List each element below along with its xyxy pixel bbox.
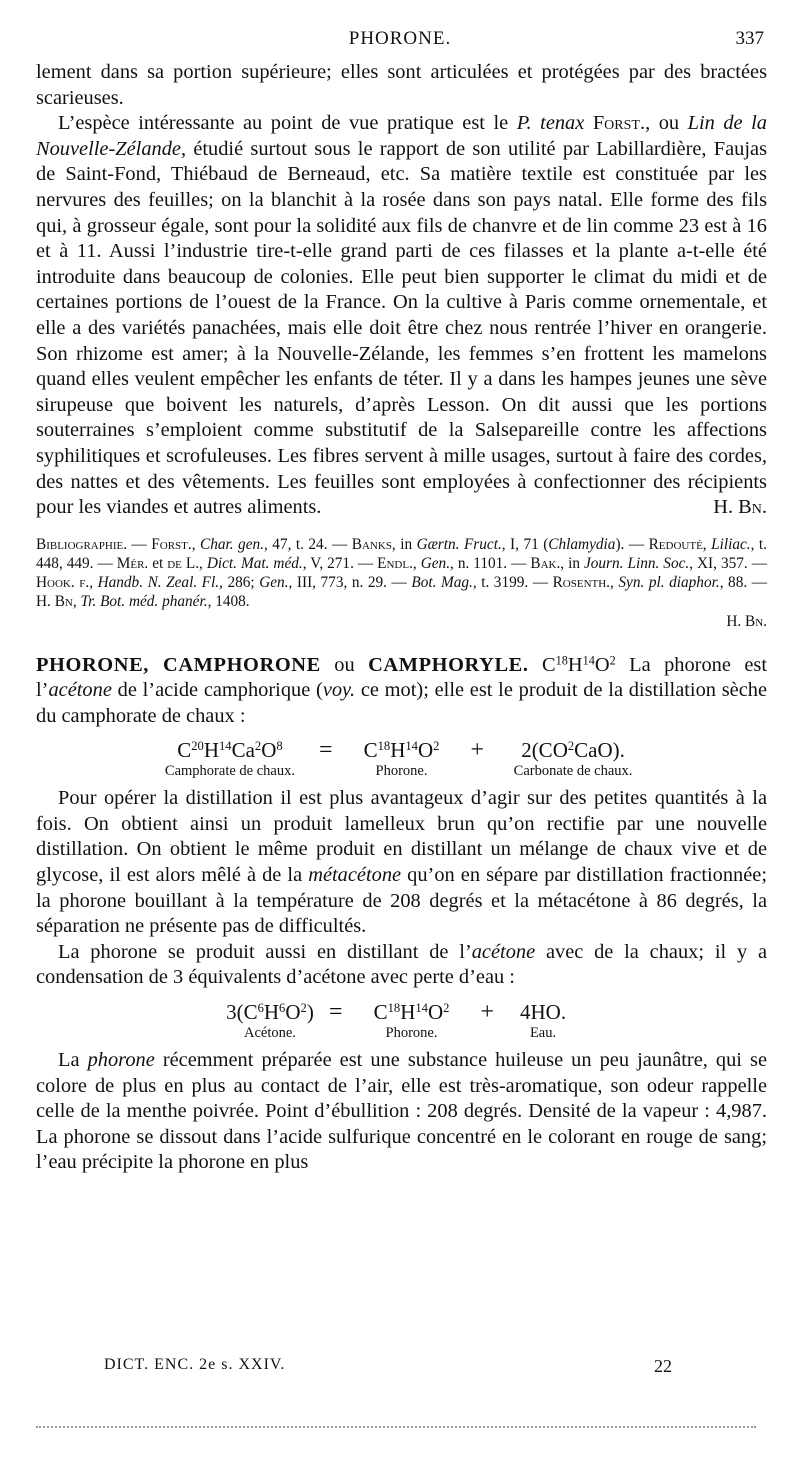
common-name: Lin de la Nouvelle-Zélande <box>36 112 767 160</box>
equation-product: $C^{18}H^{14}O^2$ <box>363 738 440 763</box>
bibliography: Bibliographie. — Forst., Char. gen., 47, t. 24. — Banks, in Gærtn. Fruct., I, 71 (Chlamydia). — Redouté, Liliac., t. 448, 449. — Mér. et de L., Dict. Mat. méd., V, 271. — Endl., Gen., n. 1101. — Bak., in Journ. Linn. Soc., XI, 357. — Hook. f., Handb. N. Zeal. Fl., 286; Gen., III, 773, n. 29. — Bot. Mag., t. 3199. — Rosenth., Syn. pl. diaphor., 88. — H. Bn, Tr. Bot. méd. phanér., 1408. <box>36 535 768 611</box>
paragraph-continuation: lement dans sa portion supérieure; elles sont articulées et protégées par des bractées scarieuses. <box>36 61 767 109</box>
equation-camphorate <box>36 737 767 780</box>
paragraph-properties: La phorone récemment préparée est une substance huileuse un peu jaunâtre, qui se colore de plus en plus au contact de l’air, elle est très-aromatique, son odeur rappelle celle de la menthe poivrée. Point d’ébullition : 208 degrés. Densité de la vapeur : 4,987. La phorone se dissout dans l’acide sulfurique concentré en le colorant en rouge de sang; l’eau précipite la phorone en plus <box>36 1049 767 1174</box>
author-abbrev: Forst. <box>592 112 646 135</box>
equation-label: Acétone. <box>243 1025 296 1042</box>
plus-sign: + <box>470 737 485 764</box>
plus-sign: + <box>480 999 495 1026</box>
signature-mark: DICT. ENC. 2e s. XXIV. <box>104 1356 286 1373</box>
page-number: 337 <box>735 28 764 49</box>
equation-label: Eau. <box>529 1025 557 1042</box>
phorone-formula: $C^{18}H^{14}O^2$ <box>542 652 616 676</box>
bibliography-signature: H. Bn. <box>726 612 767 630</box>
equation-acetone <box>36 999 767 1042</box>
running-header <box>0 28 800 52</box>
sheet-number: 22 <box>654 1356 672 1376</box>
bottom-rule <box>36 1426 756 1428</box>
equation-byproduct: $2(CO^2CaO)$. <box>521 738 625 763</box>
equation-label: Carbonate de chaux. <box>513 763 633 780</box>
equation-label: Phorone. <box>375 763 428 780</box>
equation-lhs: $C^{20}H^{14}Ca^2O^8$ <box>177 738 283 763</box>
article-heading-alt: CAMPHORYLE. <box>368 653 529 676</box>
running-title: PHORONE. <box>348 28 452 49</box>
equation-label: Camphorate de chaux. <box>164 763 295 780</box>
paragraph-distillation: Pour opérer la distillation il est plus avantageux d’agir sur des petites quantités à la fois. On obtient ainsi un produit lamelleux brun qu’on rectifie par une nouvelle distillation. On obtient le même produit en distillant un mélange de chaux vive et de glycose, il est alors mêlé à de la métacétone qu’on en sépare par distillation fractionnée; la phorone bouillant à la température de 208 degrés et la métacétone à 86 degrés, la séparation ne présente pas de difficultés. <box>36 787 768 938</box>
equals-sign: = <box>328 999 343 1026</box>
article-heading: PHORONE, CAMPHORONE <box>36 653 321 676</box>
equation-label: Phorone. <box>385 1025 438 1042</box>
text-body <box>36 60 767 1176</box>
paragraph-acetone: La phorone se produit aussi en distillant de l’acétone avec de la chaux; il y a condensation de 3 équivalents d’acétone avec perte d’eau : <box>36 940 767 989</box>
equals-sign: = <box>318 737 333 764</box>
equation-product: $C^{18}H^{14}O^2$ <box>373 1000 450 1025</box>
bibliography-label: Bibliographie. <box>36 535 128 553</box>
author-signature: H. Bn. <box>713 496 767 519</box>
paragraph-tenax: L’espèce intéressante au point de vue pratique est le P. tenax Forst., ou Lin de la Nouvelle-Zélande, étudié surtout sous le rapport de son utilité par Labillardière, Faujas de Saint-Fond, Thiébaud de Berneaud, etc. Sa matière textile est constituée par les nervures des feuilles; on la blanchit à la rosée dans son pays natal. Elle forme des fils qui, à grosseur égale, sont pour la solidité aux fils de chanvre et de lin comme 23 est à 16 et à 11. Aussi l’industrie tire-t-elle grand parti de ces filasses et la plante a-t-elle été introduite dans beaucoup de colonies. Elle peut bien supporter le climat du midi et de certaines portions de l’ouest de la France. On la cultive à Paris comme ornementale, et elle a des variétés panachées, mais elle doit être chez nous rentrée l’hiver en orangerie. Son rhizome est amer; à la Nouvelle-Zélande, les femmes s’en frottent les mamelons quand elles veulent empêcher les enfants de téter. Il y a dans les hampes jeunes une sève sirupeuse que boivent les naturels, d’après Lesson. On dit aussi que les portions souterraines s’emploient comme substitutif de la Salsepareille contre les affections syphilitiques et scrofuleuses. Les fibres servent à mille usages, surtout à faire des cordes, des nattes et des vêtements. Les feuilles sont employées à confectionner des récipients pour les viandes et autres aliments. H. Bn. <box>36 111 767 521</box>
article-phorone: PHORONE, CAMPHORONE ou CAMPHORYLE. $C^{18}H^{14}O^2$ La phorone est l’acétone de l’acide camphorique (voy. ce mot); elle est le produit de la distillation sèche du camphorate de chaux : <box>36 652 767 727</box>
equation-lhs: $3(C^6H^6O^2)$ <box>226 1000 314 1025</box>
species-name: P. tenax <box>516 112 585 135</box>
bibliography-signature-row <box>36 612 767 631</box>
equation-byproduct: 4HO. <box>520 1000 567 1025</box>
